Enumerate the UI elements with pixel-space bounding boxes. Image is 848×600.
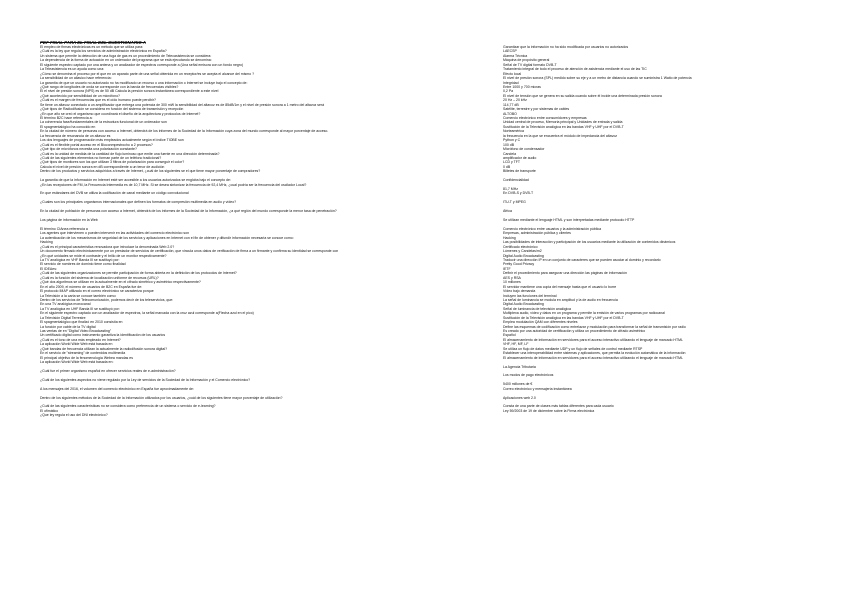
answer-line: LAECSP — [503, 49, 517, 54]
answer-line: Tratamiento integral de todo el proceso de atención de asistencia mediante el uso de las TIC — [503, 67, 647, 72]
answer-line: ALTOBO — [503, 111, 517, 116]
answer-line: 114,77 dB — [503, 102, 519, 107]
answer-line: Comercio electrónico entre usuarios y la administración pública — [503, 226, 602, 231]
question-line: En que estándares del DVB se utiliza la codificación de canal mediante un código convolucional — [40, 191, 189, 196]
question-line: Dentro de los servicios de Telecomunicación, podemos decir de los teleservicios, que: — [40, 297, 174, 302]
question-line: ¿En qué unidades se mide el contraste y el brillo de un monitor respectivamente? — [40, 253, 167, 258]
answer-line: 81,7 MHz — [503, 187, 518, 191]
answer-line: Lúmenes y Candelas/m2 — [503, 249, 542, 254]
question-line: Dentro de los siguientes métodos de la Sociedad de la Información utilizados por los usuarios, ¿cuál de los siguientes tiene mayor porcentaje de utilización? — [40, 395, 283, 400]
answer-line: Alarma Técnica — [503, 53, 528, 58]
answers-column — [503, 40, 823, 413]
answer-line: África — [503, 209, 512, 214]
question-line: La sensibilidad de un aliasico hace referencia: — [40, 76, 112, 81]
question-line: ¿Cuál de las siguientes organizaciones se permite participación de forma abierta en la definición de los protocolos de Internet? — [40, 271, 237, 276]
question-line: ¿Que ley regula el uso del DNI electrónico? — [40, 413, 108, 418]
question-line: ¿Qué rango de longitudes de onda se corresponde con la banda de frecuencias visibles? — [40, 84, 179, 89]
answer-line: Multiplexa audio, vídeo y datos en un programa y permite la emisión de varios programas por radiocanal — [503, 311, 665, 316]
answer-line: ITU-T y MPEG — [503, 200, 526, 205]
question-line: El ofimático — [40, 408, 59, 413]
answer-line: Aplicaciones web 2.0 — [503, 395, 536, 400]
answer-line: Satélite, terrestre y por sistemas de cables — [503, 107, 570, 112]
question-line: ¿Qué tipos de monitores son los que utilizan 3 filtros de polarización para conseguir el color? — [40, 160, 185, 165]
question-line: El spagmentalógico que finalizó en 2010 consistía en — [40, 320, 123, 325]
answer-line: Billetes de transporte — [503, 169, 536, 174]
answer-line: Sustitución de la Televisión analógica en las bandas VHF y UHF por el DVB-T — [503, 315, 624, 320]
answer-line: El servidor mantiene una copia del mensaje hasta que el usuario lo borre — [503, 284, 617, 289]
question-line: ¿Qué tipos de Radiodifusión se considera en función del sistema de transmisión y recepción — [40, 107, 184, 112]
question-line: ¿Qué acontecido por sensibilidad de un micrófono? — [40, 93, 120, 98]
question-line: El siguiente espectro captado por una antena y un analizador de espectros corresponde a (Una señal emisora con un fondo negro) — [40, 62, 244, 67]
answer-line: Español — [503, 333, 516, 338]
answer-line: Digital Audio Broadcasting — [503, 302, 544, 307]
question-line: ¿Cuál es el flexible portal acceso en el Bioconmpestrocho a 2 procesos? — [40, 142, 153, 147]
answer-line: Digital Audio Broadcasting — [503, 253, 544, 258]
answer-line: Se utiliza un flujo de datos mediante UDP y un flujo de señales de control mediante RTSP — [503, 346, 643, 351]
question-line: Un documento firmado electrónicamente por un prestador de servicios de certificación, que vincula unos datos de verificación de firma a un firmante y confirma su identidad se corresponde con — [40, 249, 339, 254]
question-line: ¿Cuál de los siguientes aspectos no viene regulado por la Ley de servicios de la Sociedad de la Información y el Comercio electrónico? — [40, 377, 251, 382]
question-line: En el servicio de "streaming" de contenidos multimedia — [40, 351, 126, 356]
question-line: ¿Qué bandas de frecuencia utilizan la actualmente la radiodifusión sonora digital? — [40, 346, 168, 351]
answer-line: Comercio electrónico entre consumidores y empresas — [503, 116, 587, 120]
question-line: El término CIAnea referencia a — [40, 226, 88, 231]
answer-line: Integridad — [503, 80, 519, 85]
question-line: En el siguiente espectro captado con un analizador de espectros, la señal marcada con la cruz azul corresponde a(Flecha azul en el pico) — [40, 311, 254, 316]
question-line: La función por cable de la TV digital — [40, 324, 96, 329]
questions-column — [40, 40, 480, 418]
question-line: ¿Cómo se denomina el proceso por el que en un aparato parte de una señal obtenida en un receptor/es se acepta el alcance del mismo ? — [40, 71, 255, 76]
question-line: Las ventas de en "Digital Video Broadcasting" — [40, 329, 112, 333]
question-line: ¿Cuales son los principales organismos internacionales que definen los formatos de compresión multimedia en audio y vídeo? — [40, 200, 237, 205]
answer-line: Máquina de propósito general — [503, 58, 550, 63]
question-line: El protocolo IMAP utilizado en el correo electrónico se caracteriza porque — [40, 289, 154, 294]
question-line: El spagmentalógico ha conocido en — [40, 124, 96, 129]
answer-line: Establecer una interoperabilidad entre sistemas y aplicaciones, que permita la evolución automática de la información — [503, 351, 686, 356]
answer-line: AES y RSA — [503, 275, 521, 280]
question-line: El principal objetivo de la fenomenología Webea mandas es — [40, 355, 133, 360]
answer-line: El almacenamiento de información en servidores para el acceso interactivo utilizando el lenguaje de marcado HTML — [503, 337, 683, 342]
question-line: ¿En las recepciones de FM, la Frecuencia Intermedia es de 10,7 MHz. Si se desea sintonizar la frecuencia de 92,4 MHz, ¿cual podría ser la frecuencia del oscilador Local? — [40, 182, 307, 187]
question-line: ¿Cuál es la función del sistema de localización uniforme de recursos (URL)? — [40, 275, 159, 280]
answer-line: Hacking — [503, 235, 516, 240]
answer-line: IETF — [503, 266, 511, 271]
answer-line: Consta de una parte de clases más tablas diferentes para cada usuario — [503, 404, 614, 409]
answer-line: Pretty Good Privacy — [503, 262, 535, 267]
answer-line: El nivel de presión sonora (SPL) medido sobre su eje y a un metro de distancia cuando se suministra 1 Watio de potencia — [503, 76, 692, 81]
answer-line: 20 Hz – 20 kHz — [503, 98, 527, 103]
question-line: ¿Cuál es la ley que regula los servicios de administración electrónica en España? — [40, 49, 167, 54]
question-line: ¿Cuál es el tono de una más empleado en Internet? — [40, 337, 121, 342]
question-line: ¿En que año se creó el organismo que coordinará el diseño de la arquitectura y protocolos de Internet? — [40, 111, 201, 116]
question-line: La aplicación World Wide Web está basada en: — [40, 360, 114, 365]
question-line: Un sistema que permite la detección de una fuga de gas es un procedimiento de Telecasistencia se considera: — [40, 53, 212, 58]
answer-line: la frecuencia en la que se encuentra el módulo de impedancia del altavoz — [503, 133, 618, 138]
question-line: La garantía de que un usuario no autorizado no ha modificado un recurso o una información o Internet se incluye bajo el concepto de: — [40, 80, 248, 85]
answer-line: 5400 millones de € — [503, 382, 533, 387]
question-line: La autenticación de los mecanismos de seguridad de los servicios y aplicaciones en Internet con el fin de obtener y difundir información necesaria se conoce como: — [40, 235, 294, 240]
question-line: La garantía de que la información en Internet esté ser accesible a los usuarios autorizados se engloba bajo el concepto de: — [40, 178, 231, 183]
answer-line: 0,2 Pa — [503, 89, 514, 94]
question-line: El término B2C hace referencia a: — [40, 116, 93, 120]
answer-line: Las posibilidades de interacción y participación de los usuarios mediante la utilización de contenidos dinámicos — [503, 240, 676, 245]
question-line: ¿Cuál es el margen de frecuencias que es el oído humano puede percibir? — [40, 98, 156, 103]
question-line: ¿Cuál de las siguientes elementos no forman parte de un teléfono tradicional? — [40, 155, 162, 160]
question-line: A los mensajes del 2016, el volumen del comercio electrónico en España fue aproximadamente de: — [40, 386, 194, 391]
answer-line: Candela — [503, 151, 517, 156]
question-line: La TV analógica en VHF Banda III se sustituyó por: — [40, 258, 120, 262]
answer-line: 10 millones — [503, 280, 521, 285]
answer-line: Se utilizan mediante el lenguaje HTML y son interpretadas mediante protocolo HTTP — [503, 218, 635, 223]
question-line: ¿Cuál fue el primer organismo español en ofrecer servicios reales de e-administración? — [40, 368, 176, 373]
question-line: La Televisión a la carta se conoce también como: — [40, 293, 117, 298]
question-line: Hacking — [40, 240, 53, 245]
answer-line: Correo electrónico y mensajería instantánea — [503, 386, 572, 391]
answer-line: Emplea modulación QAM con diferentes niveles — [503, 320, 578, 325]
answer-line: Vídeo bajo demanda — [503, 289, 536, 294]
question-line: El servicio de nombres de dominio tiene como finalidad — [40, 262, 126, 267]
question-line: El empleo de firmas electrónicas es un método que se utiliza para: — [40, 45, 144, 49]
answer-line: Certificado electrónico — [503, 244, 538, 249]
question-line: El IDEAes: — [40, 266, 57, 271]
question-line: ¿Qué tipo de micrófonos necesita una polarización constante? — [40, 147, 137, 152]
answer-line: Unidad central de proceso, Memoria principal y Unidades de entrada y salida — [503, 120, 623, 125]
question-line: Los dos lenguajes de programación más empleados actualmente según el índice TIOBE son — [40, 138, 184, 143]
answer-line: Norteamérica — [503, 129, 525, 134]
answer-line: En DVB-S y DVB-T — [503, 191, 534, 196]
answer-line: Señal de TV digital formato DVB-T — [503, 62, 557, 67]
answer-line: 0 dB — [503, 164, 511, 169]
answer-line: Efecto local — [503, 71, 522, 76]
question-line: En el año 2009, el número de usuarios de B2C en España fue de: — [40, 284, 143, 289]
answer-line: Incluyen las funciones del terminal — [503, 293, 557, 298]
answer-line: La Agencia Tributaria — [503, 364, 536, 369]
question-line: Se tiene un altavoz conectado a un amplificador que entrega una potencia de 300 mW la sensibilidad del altavoz es de 85dB/1m y el nivel de presión sonora a 1 metro del altavoz será — [40, 102, 325, 107]
question-line: La Televisión Digital Terrestre — [40, 315, 86, 320]
answer-line: Los modos de pago electrónicos — [503, 373, 554, 378]
question-line: ¿Cuál es la unidad de medida de la cantidad de flujo luminoso que emite una fuente en una dirección determinada? — [40, 151, 220, 156]
answer-line: Micrófono de condensador — [503, 147, 545, 152]
question-line: La aplicación World Wide Web está basada en — [40, 342, 113, 347]
answer-line: Definir el procedimiento para asegurar una dirección las páginas de información — [503, 271, 627, 276]
answer-line: El almacenamiento de información en servidores para el acceso interactivo utilizando el lenguaje de marcado HTML — [503, 355, 683, 360]
answer-line: Define las esquemas de codificación como entrelazar y modulación para transformar la señal de transmisión por radio — [503, 324, 686, 329]
answer-line: El nivel de tensión que se genera en su salida cuando sobre él incide una determinada presión sonora — [503, 93, 662, 98]
answer-line: Sustitución de la Televisión analógica en las bandas VHF y UHF por el DVB-T — [503, 124, 624, 129]
answer-line: Empresas, administración pública y clientes — [503, 231, 571, 236]
question-line: ¿Cuál de las siguientes características no se considera como preferencia de un sistema o servicio de e-learning? — [40, 404, 216, 409]
answer-line: La señal de luminancia se modula en amplitud y la de audio en frecuencia — [503, 297, 618, 302]
question-line: Calcula el nivel de presión sonora en dB correspondiente a un tenor de audición — [40, 164, 165, 169]
question-line: Los página de información en la Web — [40, 218, 98, 223]
answer-line: Garantizar que la información no ha sido modificada por usuarios no autorizados — [503, 45, 629, 49]
answer-line: Traducir una dirección IP en un conjunto de caracteres que se pueden asociar al dominio y recordarlo — [503, 258, 661, 262]
answer-line: amplificador de audio — [503, 155, 537, 160]
answer-line: LCD y TFT — [503, 160, 521, 165]
question-line: La TV analógica en UHF Banda III se sustituyó por: — [40, 306, 120, 311]
answer-line: Python y C — [503, 138, 521, 143]
question-line: En una TV analógica monocanal — [40, 302, 91, 307]
question-line: La Teleasistencia es un ayuda como una: — [40, 67, 105, 72]
question-line: ¿Cuál es el principal característica renovadora que introduce la denominada Web 2.0? — [40, 244, 175, 249]
question-line: En la ciudad de número de personas con acceso a Internet, obtendrá de los informes de la Sociedad de la Información cuya zona del mundo corresponde al mayor porcentaje de acceso. — [40, 129, 329, 134]
answer-line: 100 dB — [503, 142, 515, 147]
question-line: En la ciudad de población de personas con acceso a Internet, obtendrá de los informes de la Sociedad de la Información, ¿a qué región del mundo corresponde la menor tasa de penetración? — [40, 209, 337, 214]
answer-line: Ley 59/2003 de 19 de diciembre sobre la Firma electrónica — [503, 408, 595, 413]
question-line: La frecuencia de resonancia de un altavoz es — [40, 133, 111, 138]
question-line: ¿Qué dos algoritmos se utilizan en la actualmente en el cifrado simétrico y asimétrico respectivamente? — [40, 280, 201, 285]
question-line: Los agentes que intervienen o pueden intervenir en las actividades del comercio electrónico son — [40, 231, 190, 236]
question-line: La coherencia fase/fundamentales de la estructura funcional de un ordenador son — [40, 120, 167, 125]
question-line: Un certificado digital como instrumento garantiza la identificación de los usuarios — [40, 333, 166, 338]
document-title: PDF FINAL PARA EL FINAL DEL CUESTIONARIO A — [40, 40, 146, 45]
answer-line: VHF, HF, MF, LF — [503, 342, 529, 347]
answer-line: Entre 1000 y 700 micras — [503, 84, 541, 89]
answer-line: Señal de luminancia de televisión analógica — [503, 306, 571, 311]
answer-line: Confidencialidad — [503, 178, 529, 183]
answer-line: Es creado por una autoridad de certificación y utiliza un procedimiento de cifrado asimétrico — [503, 329, 646, 333]
question-line: La dependencia de la forma de actuación en un ordenador del programa que se está ejecutando se denomina: — [40, 58, 212, 63]
question-line: Dentro de los productos y servicios adquiridos a través de Internet, ¿cuál de los siguientes se el que tiene mayor porcentaje de compradores? — [40, 169, 261, 174]
question-line: El el nivel de presión sonora (NPS) es de 50 dB Calcula la presión sonora instantánea correspondiente a este nivel — [40, 89, 219, 94]
